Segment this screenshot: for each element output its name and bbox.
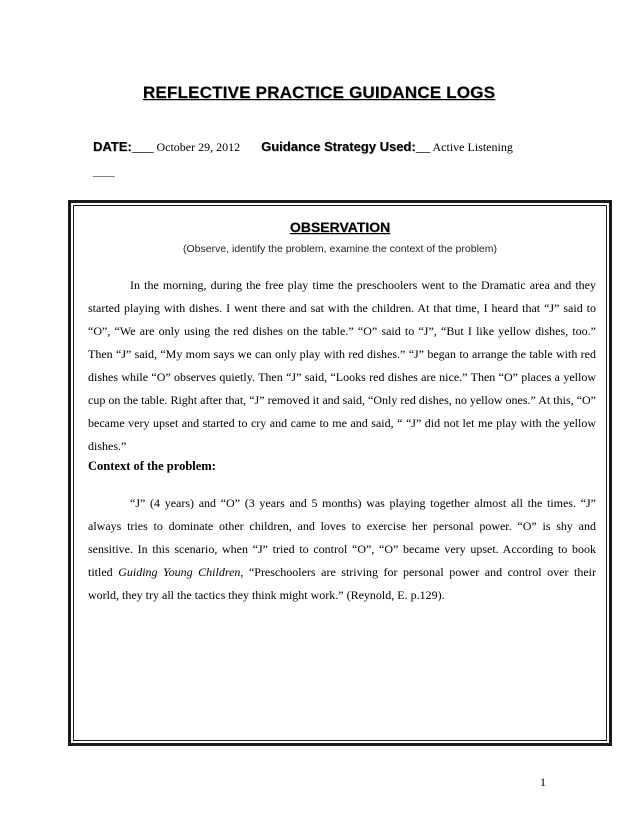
document-title: REFLECTIVE PRACTICE GUIDANCE LOGS	[142, 83, 496, 102]
observation-box-inner	[73, 205, 607, 741]
observation-box	[68, 200, 612, 746]
page-number: 1	[540, 775, 546, 789]
date-value: October 29, 2012	[156, 140, 241, 154]
context-heading: Context of the problem:	[88, 459, 216, 473]
observation-heading: OBSERVATION	[289, 219, 391, 235]
date-label: DATE:___	[93, 139, 154, 154]
strategy-value: Active Listening	[432, 140, 513, 154]
book-title: Guiding Young Children	[118, 565, 241, 579]
observation-subheading: (Observe, identify the problem, examine the context of the problem)	[183, 243, 497, 255]
context-text-start: “J” (4 years) and “O” (3 years and 5 months) was playing together almost all the times. “J” always tries to dominate other children, and loves to exercise her personal power. “O” is shy and sensitive. In this scenario, when “J” tried to control “O”, “O” became very upset. According to book titled	[88, 496, 596, 579]
observation-paragraph: In the morning, during the free play time the preschoolers went to the Dramatic area and they started playing with dishes. I went there and sat with the children. At that time, I heard that “J” said to “O”, “We are only using the red dishes on the table.” “O” said to “J”, “But I like yellow dishes, too.” Then “J” said, “My mom says we can only play with red dishes.” “J” began to arrange the table with red dishes while “O” observes quietly. Then “J” said, “Looks red dishes are nice.” Then “O” places a yellow cup on the table. Right after that, “J” removed it and said, “Only red dishes, no yellow ones.” At this, “O” became very upset and started to cry and came to me and said, “ “J” did not let me play with the yellow dishes.”	[88, 278, 596, 453]
strategy-label: Guidance Strategy Used:__	[261, 139, 431, 154]
context-text-end: , “Preschoolers are striving for personal power and control over their world, they try all the tactics they think might work.” (Reynold, E. p.129).	[88, 565, 596, 602]
meta-line	[93, 139, 513, 155]
trailing-blank: ___	[93, 163, 115, 178]
context-paragraph	[88, 492, 596, 607]
